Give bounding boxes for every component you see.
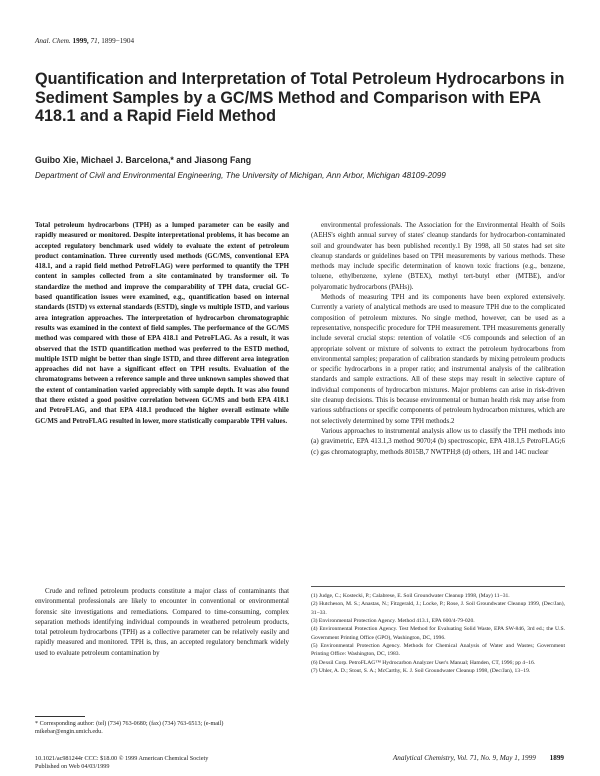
body-paragraph-2: Methods of measuring TPH and its components have been explored extensively. Currently a variety of analytical methods are used to measure TPH due to the complicated composition of petroleum mixtures. No single method, however, can be used as a representative, nonspecific procedure for TPH measurement. TPH measurements generally include several crucial steps: retention of volatile <C6 compounds and selection of an appropriate solvent or mixture of solvents to extract the petroleum hydrocarbons from environmental samples; preparation of calibration standards by mixing petroleum products or specific hydrocarbons in a proper ratio; and instrumental analysis of the calibration standards and sample extractions. All of these steps may result in selective capture of individual components of hydrocarbon mixtures. Major problems can arise in risk-driven site cleanup decisions. This is because environmental or human health risk may arise from various subfractions or specific components of petroleum hydrocarbon mixtures, which are not selectively determined by some TPH methods.2 (311, 293, 565, 425)
reference-item: (7) Uhler, A. D.; Stout, S. A.; McCarthy, K. J. Soil Groundwater Cleanup 1998, (Dec/Jan), 13−19. (311, 668, 531, 675)
journal-volume: 71, (90, 37, 100, 45)
paper-title: Quantification and Interpretation of Total Petroleum Hydrocarbons in Sediment Samples by a GC/MS Method and Comparison with EPA 418.1 and a Rapid Field Method (35, 70, 565, 125)
journal-year: 1999, (72, 37, 89, 45)
footer-journal: Analytical Chemistry, Vol. 71, No. 9, May 1, 1999 (392, 754, 536, 762)
reference-item: (2) Hutcheson, M. S.; Anastas, N.; Fitzgerald, J.; Locke, P.; Rose, J. Soil Groundwater Cleanup 1999, (Dec/Jan), 31−33. (311, 601, 565, 616)
journal-name: Anal. Chem. (35, 37, 71, 45)
journal-pages: 1899−1904 (101, 37, 135, 45)
reference-item: (4) Environmental Protection Agency. Test Method for Evaluating Solid Waste, EPA SW-846, 3rd ed.; the U.S. Government Printing Office (GPO), Washington, DC, 1996. (311, 626, 565, 641)
doi-line: 10.1021/ac981244r CCC: $18.00 © 1999 American Chemical Society (35, 755, 209, 762)
reference-list (311, 592, 565, 675)
references-divider (311, 586, 565, 587)
abstract (35, 220, 289, 426)
body-paragraph-3: Various approaches to instrumental analysis allow us to classify the TPH methods into (a) gravimetric, EPA 413.1,3 method 9070;4 (b) spectroscopic, EPA 418.1,5 PetroFLAG;6 (c) gas chromatography, methods 8015B,7 NWTPH;8 (d) others, 1H and 14C nuclear (311, 426, 565, 456)
affiliation: Department of Civil and Environmental Engineering, The University of Michigan, Ann Arbor, Michigan 48109-2099 (35, 171, 446, 180)
reference-item: (3) Environmental Protection Agency. Method 413.1, EPA 600/4-79-020. (311, 618, 475, 625)
abstract-text: Total petroleum hydrocarbons (TPH) as a lumped parameter can be easily and rapidly measured or monitored. Despite interpretational problems, it has become an accepted regulatory benchmark used widely to evaluate the extent of petroleum product contamination. Three currently used methods (GC/MS, conventional EPA 418.1, and a rapid field method PetroFLAG) were performed to quantify the TPH content in samples collected from a site contaminated by transformer oil. To standardize the method and improve the comparability of TPH data, crucial GC-based quantification issues were examined, e.g., quantification based on internal standards (ISTD) vs external standards (ESTD), single vs multiple ISTD, and various area integration approaches. The interpretation of hydrocarbon chromatographic results was examined in the context of field samples. The performance of the GC/MS method was compared with those of EPA 418.1 and PetroFLAG. As a result, it was observed that the ISTD quantification method was preferred to the ESTD method, multiple ISTD might be better than single ISTD, and three different area integration approaches did not have a significant effect on TPH results. Evaluation of the chromatograms between a reference sample and three unknown samples showed that the extent of contamination varied appreciably with sample depth. It was also found that there existed a good positive correlation between GC/MS and both EPA 418.1 and PetroFLAG, and that EPA 418.1 produced the higher overall estimate while GC/MS and PetroFLAG resulted in lower, more statistically comparable TPH values. (35, 221, 289, 425)
reference-item: (6) Dexsil Corp. PetroFLAG™ Hydrocarbon Analyzer User's Manual; Hamden, CT, 1996; pp 4−16. (311, 659, 536, 666)
body-paragraph-1: environmental professionals. The Association for the Environmental Health of Soils (AEHS's eighth annual survey of states' cleanup standards for hydrocarbon-contaminated soil and groundwater has been published recently.1 By 1998, all 50 states had set site cleanup standards or guidelines based on TPH measurements by various methods. These methods may include specific determination of known toxic fractions (e.g., benzene, toluene, ethylbenzene, xylene (BTEX), methyl tert-butyl ether (MTBE), and/or polyaromatic hydrocarbons (PAHs)). (311, 221, 565, 291)
page-number: 1899 (549, 754, 564, 762)
published-date: Published on Web 04/03/1999 (35, 763, 110, 770)
footnote-text: * Corresponding author: (tel) (734) 763-0680; (fax) (734) 763-6513; (e-mail) mikebar@engin.umich.edu. (35, 721, 224, 736)
running-footer (393, 754, 564, 762)
footnote-divider (35, 716, 85, 717)
right-column-body (311, 220, 565, 457)
corresponding-author-footnote (35, 720, 289, 736)
intro-paragraph: Crude and refined petroleum products constitute a major class of contaminants that environmental professionals are likely to encounter in conventional or environmental forensic site investigations and remediations. Compared to time-consuming, complex separation methods identifying individual compounds in weathered petroleum products, total petroleum hydrocarbons (TPH) as a collective parameter can be relatively easily and rapidly measured and monitored. TPH is, thus, an accepted regulatory benchmark widely used to evaluate petroleum contamination by (35, 587, 289, 657)
reference-item: (1) Judge, C.; Kostecki, P.; Calabrese, E. Soil Groundwater Cleanup 1998, (May) 11−31. (311, 593, 510, 599)
reference-item: (5) Environmental Protection Agency. Methods for Chemical Analysis of Water and Wastes; Government Printing Office: Washington, DC, 1983. (311, 643, 565, 658)
author-list: Guibo Xie, Michael J. Barcelona,* and Jiasong Fang (35, 155, 252, 165)
publication-info (35, 755, 208, 771)
introduction (35, 586, 289, 658)
journal-reference (35, 37, 134, 45)
